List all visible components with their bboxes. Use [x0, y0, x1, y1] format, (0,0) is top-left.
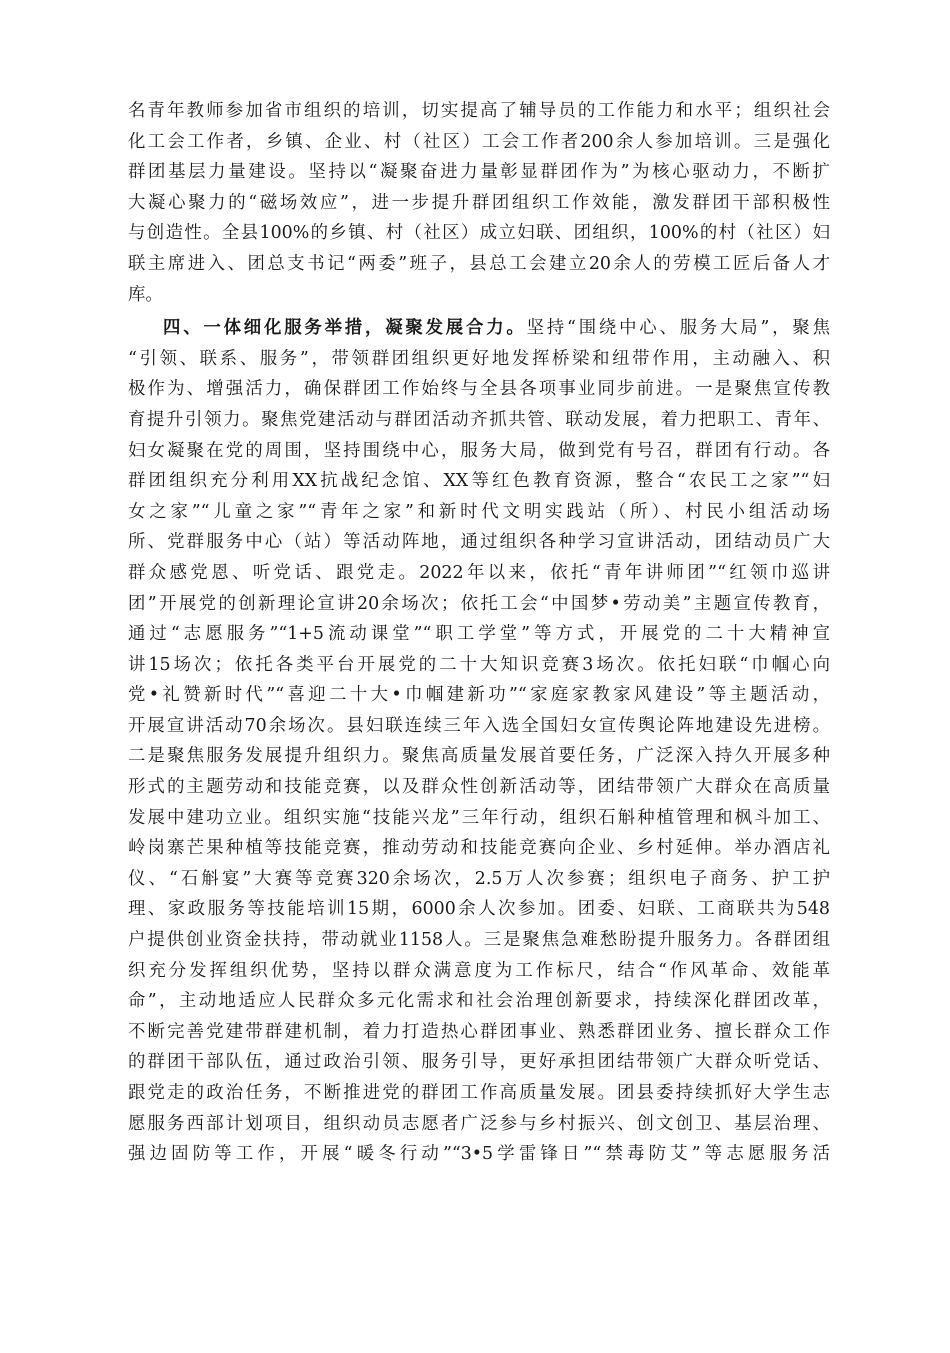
- text-line: [128, 1200, 830, 1231]
- text-line: 二是聚焦服务发展提升组织力。聚焦高质量发展首要任务，广泛深入持久开展多种: [128, 746, 830, 767]
- text-line: [128, 1292, 830, 1323]
- text-line: 名青年教师参加省市组织的培训，切实提高了辅导员的工作能力和水平；组织社会: [128, 101, 830, 121]
- text-line: 库。: [128, 284, 163, 305]
- text-line: 大凝心聚力的“磁场效应”，进一步提升群团组织工作效能，激发群团干部积极性: [128, 192, 830, 213]
- text-line: 强边固防等工作，开展“暖冬行动”“3•5学雷锋日”“禁毒防艾”等志愿服务活: [128, 1144, 830, 1165]
- text-line: 开展宣讲活动70余场次。县妇联连续三年入选全国妇女宣传舆论阵地建设先进榜。: [128, 715, 830, 736]
- text-line: 的群团干部队伍，通过政治引领、服务引导，更好承担团结带领广大群众听党话、: [128, 1052, 830, 1073]
- text-line: 不断完善党建带群建机制，着力打造热心群团事业、熟悉群团业务、擅长群众工作: [128, 1021, 830, 1042]
- text-line: 愿服务西部计划项目，组织动员志愿者广泛参与乡村振兴、创文创卫、基层治理、: [128, 1113, 830, 1134]
- paragraph-section-four: [128, 313, 830, 1353]
- text-line: 织充分发挥组织优势，坚持以群众满意度为工作标尺，结合“作风革命、效能革: [128, 960, 830, 981]
- text-line: 化工会工作者，乡镇、企业、村（社区）工会工作者200余人参加培训。三是强化: [128, 131, 830, 152]
- first-line-text: 坚持“围绕中心、服务大局”，聚焦: [526, 318, 830, 339]
- text-line: 妇女凝聚在党的周围，坚持围绕中心，服务大局，做到党有号召，群团有行动。各: [128, 440, 830, 461]
- text-line: 形式的主题劳动和技能竞赛，以及群众性创新活动等，团结带领广大群众在高质量: [128, 777, 830, 798]
- text-line: 通过“志愿服务”“1+5流动课堂”“职工学堂”等方式，开展党的二十大精神宣: [128, 624, 830, 645]
- text-line: “引领、联系、服务”，带领群团组织更好地发挥桥梁和纽带作用，主动融入、积: [128, 348, 830, 369]
- text-line: [128, 1323, 830, 1353]
- text-line: [128, 1231, 830, 1262]
- text-line: 讲15场次；依托各类平台开展党的二十大知识竞赛3场次。依托妇联“巾帼心向: [128, 654, 830, 675]
- text-line: 理、家政服务等技能培训15期，6000余人次参加。团委、妇联、工商联共为548: [128, 899, 830, 920]
- text-line: 与创造性。全县100%的乡镇、村（社区）成立妇联、团组织，100%的村（社区）妇: [128, 223, 830, 244]
- text-line: 女之家”“儿童之家”“青年之家”和新时代文明实践站（所）、村民小组活动场: [128, 501, 830, 522]
- text-line: 仪、“石斛宴”大赛等竞赛320余场次，2.5万人次参赛；组织电子商务、护工护: [128, 868, 830, 889]
- paragraph-training: [128, 96, 830, 310]
- text-line: [128, 1262, 830, 1293]
- text-line: 户提供创业资金扶持，带动就业1158人。三是聚焦急难愁盼提升服务力。各群团组: [128, 930, 830, 951]
- text-line: [128, 1170, 830, 1201]
- text-line: 群团基层力量建设。坚持以“凝聚奋进力量彰显群团作为”为核心驱动力，不断扩: [128, 162, 830, 183]
- text-line: 群团组织充分利用XX抗战纪念馆、XX等红色教育资源，整合“农民工之家”“妇: [128, 471, 830, 492]
- text-line: 发展中建功立业。组织实施“技能兴龙”三年行动，组织石斛种植管理和枫斗加工、: [128, 807, 830, 828]
- body-text: [128, 96, 830, 1353]
- text-line: 育提升引领力。聚焦党建活动与群团活动齐抓共管、联动发展，着力把职工、青年、: [128, 409, 830, 430]
- text-line: 极作为、增强活力，确保群团工作始终与全县各项事业同步前进。一是聚焦宣传教: [128, 379, 830, 400]
- text-line: 岭岗寨芒果种植等技能竞赛，推动劳动和技能竞赛向企业、乡村延伸。举办酒店礼: [128, 838, 830, 859]
- paragraph-first-line: [128, 313, 830, 344]
- text-line: 党•礼赞新时代”“喜迎二十大•巾帼建新功”“家庭家教家风建设”等主题活动，: [128, 685, 830, 706]
- text-line: 团”开展党的创新理论宣讲20余场次；依托工会“中国梦•劳动美”主题宣传教育，: [128, 593, 830, 614]
- text-line: 命”，主动地适应人民群众多元化需求和社会治理创新要求，持续深化群团改革，: [128, 991, 830, 1012]
- section-heading: 四、一体细化服务举措，凝聚发展合力。: [163, 318, 527, 339]
- text-line: 所、党群服务中心（站）等活动阵地，通过组织各种学习宣讲活动，团结动员广大: [128, 532, 830, 553]
- text-line: 联主席进入、团总支书记“两委”班子，县总工会建立20余人的劳模工匠后备人才: [128, 253, 830, 274]
- text-line: 跟党走的政治任务，不断推进党的群团工作高质量发展。团县委持续抓好大学生志: [128, 1083, 830, 1103]
- text-line: 群众感党恩、听党话、跟党走。2022年以来，依托“青年讲师团”“红领巾巡讲: [128, 562, 830, 583]
